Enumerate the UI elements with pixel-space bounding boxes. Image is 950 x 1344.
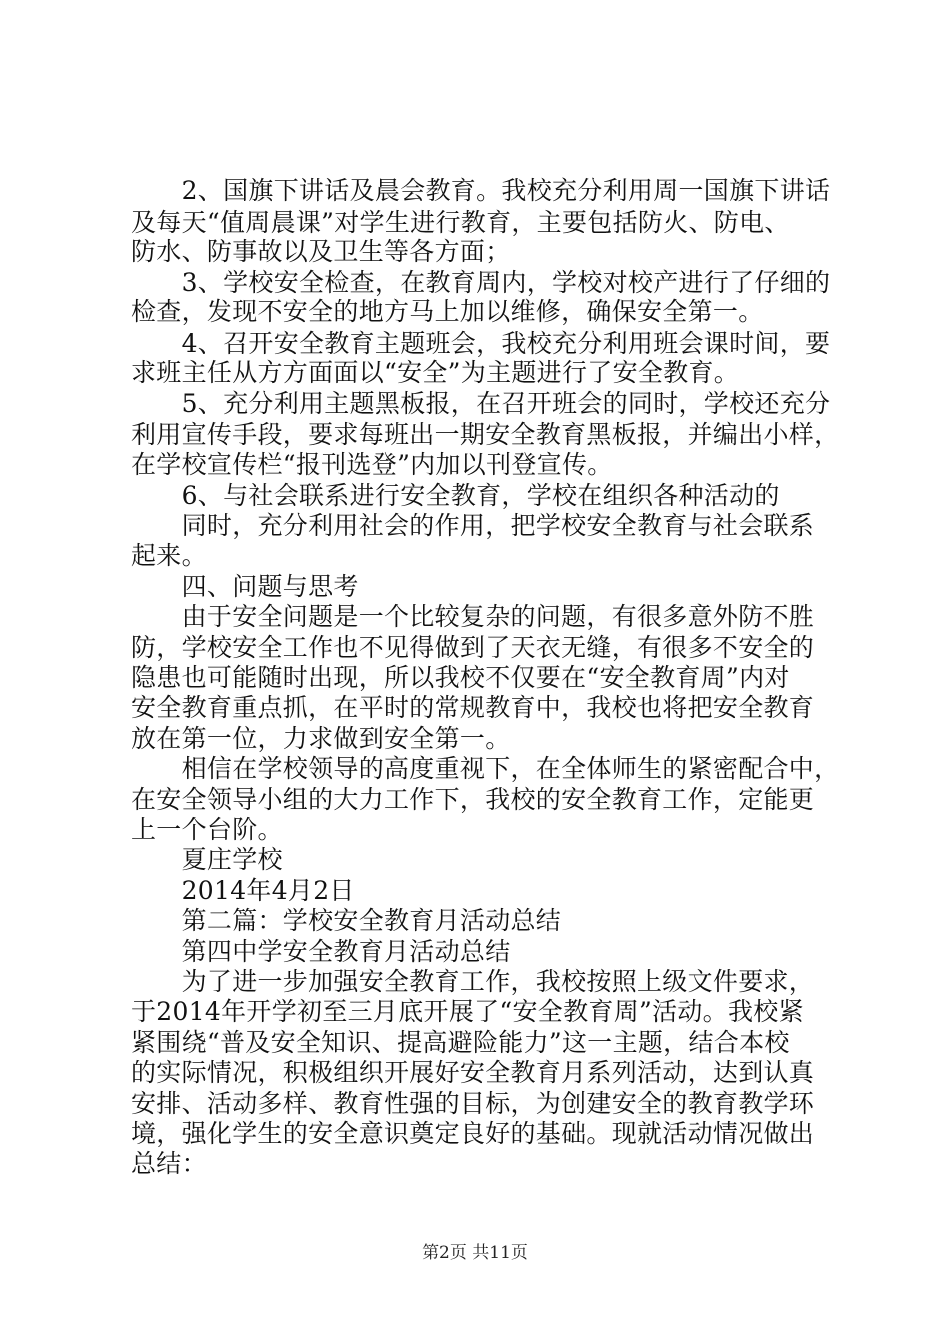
- article-title: 第四中学安全教育月活动总结: [131, 937, 511, 966]
- text-line: 为了进一步加强安全教育工作，我校按照上级文件要求，: [131, 967, 815, 996]
- text-line: 总结：: [131, 1149, 207, 1178]
- text-line: 及每天“值周晨课”对学生进行教育，主要包括防火、防电、: [131, 208, 790, 237]
- text-line: 防水、防事故以及卫生等各方面；: [131, 237, 511, 266]
- page-footer: 第2页 共11页: [422, 1243, 528, 1263]
- text-line: 隐患也可能随时出现，所以我校不仅要在“安全教育周”内对: [131, 663, 790, 692]
- text-line: 起来。: [131, 541, 207, 570]
- text-line: 放在第一位，力求做到安全第一。: [131, 724, 511, 753]
- text-line: 4、召开安全教育主题班会，我校充分利用班会课时间，要: [131, 329, 831, 358]
- text-line: 检查，发现不安全的地方马上加以维修，确保安全第一。: [131, 297, 764, 326]
- text-line: 于2014年开学初至三月底开展了“安全教育周”活动。我校紧: [131, 997, 804, 1026]
- text-line: 在学校宣传栏“报刊选登”内加以刊登宣传。: [131, 450, 613, 479]
- text-line: 利用宣传手段，要求每班出一期安全教育黑板报，并编出小样，: [131, 420, 840, 449]
- section-title: 第二篇：学校安全教育月活动总结: [131, 906, 562, 935]
- section-heading: 四、问题与思考: [131, 572, 359, 601]
- text-line: 紧围绕“普及安全知识、提高避险能力”这一主题，结合本校: [131, 1028, 790, 1057]
- text-line: 3、学校安全检查，在教育周内，学校对校产进行了仔细的: [131, 268, 831, 297]
- text-line: 在安全领导小组的大力工作下，我校的安全教育工作，定能更: [131, 785, 815, 814]
- text-line: 上一个台阶。: [131, 815, 283, 844]
- text-line: 同时，充分利用社会的作用，把学校安全教育与社会联系: [131, 511, 815, 540]
- signature-school: 夏庄学校: [131, 845, 283, 874]
- text-line: 5、充分利用主题黑板报，在召开班会的同时，学校还充分: [131, 389, 831, 418]
- text-line: 2、国旗下讲话及晨会教育。我校充分利用周一国旗下讲话: [131, 176, 831, 205]
- text-line: 境，强化学生的安全意识奠定良好的基础。现就活动情况做出: [131, 1119, 815, 1148]
- signature-date: 2014年4月2日: [131, 876, 355, 905]
- text-line: 安全教育重点抓，在平时的常规教育中，我校也将把安全教育: [131, 693, 815, 722]
- text-line: 的实际情况，积极组织开展好安全教育月系列活动，达到认真: [131, 1058, 815, 1087]
- text-line: 防，学校安全工作也不见得做到了天衣无缝，有很多不安全的: [131, 633, 815, 662]
- text-line: 6、与社会联系进行安全教育，学校在组织各种活动的: [131, 481, 780, 510]
- text-line: 安排、活动多样、教育性强的目标，为创建安全的教育教学环: [131, 1089, 815, 1118]
- text-line: 相信在学校领导的高度重视下，在全体师生的紧密配合中，: [131, 754, 840, 783]
- text-line: 求班主任从方方面面以“安全”为主题进行了安全教育。: [131, 358, 740, 387]
- text-line: 由于安全问题是一个比较复杂的问题，有很多意外防不胜: [131, 602, 815, 631]
